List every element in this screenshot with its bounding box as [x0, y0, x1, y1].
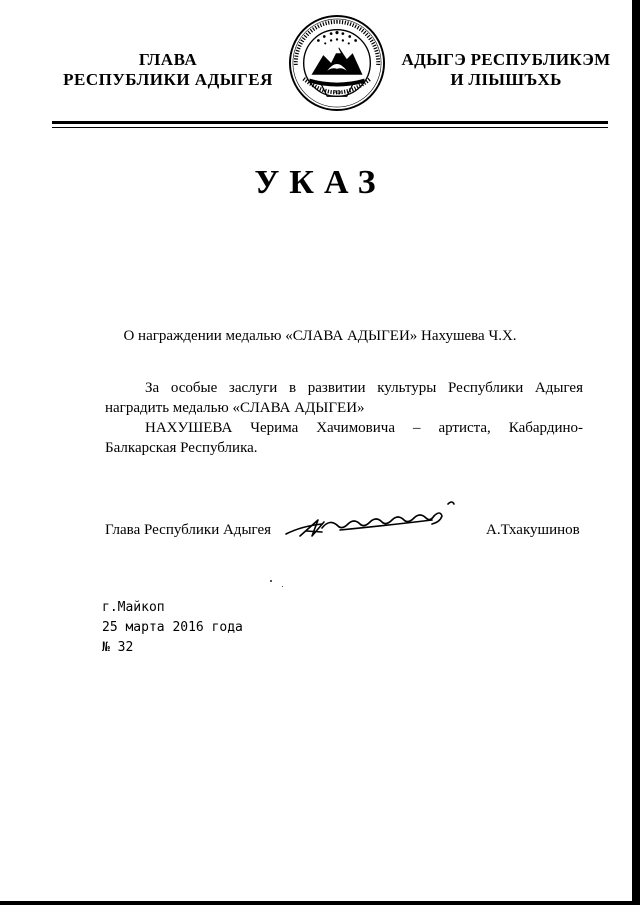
footer-date: 25 марта 2016 года: [102, 620, 243, 635]
header-right: [398, 50, 614, 90]
scan-edge-bottom: [0, 901, 640, 905]
header-right-line1: АДЫГЭ РЕСПУБЛИКЭМ: [401, 50, 611, 69]
header-left: [58, 50, 278, 90]
scan-speck: [270, 580, 272, 582]
header-right-line2: И ЛІЫШЪХЬ: [450, 70, 562, 89]
header-rule-thick: [52, 121, 608, 124]
document-body: [105, 378, 583, 458]
header-left-line1: ГЛАВА: [138, 50, 198, 69]
scan-speck: [282, 586, 283, 587]
scan-edge-right: [632, 0, 640, 905]
signer-name: А.Тхакушинов: [486, 522, 580, 538]
footer-city: г.Майкоп: [102, 600, 165, 615]
body-line-3: НАХУШЕВА Черима Хачимовича – артиста, Кабардино-: [145, 420, 583, 436]
document-subject: О награждении медалью «СЛАВА АДЫГЕИ» Нахушева Ч.Х.: [123, 328, 517, 344]
handwritten-signature-icon: [282, 496, 457, 546]
footer-number: № 32: [102, 640, 134, 655]
body-line-2: наградить медалью «СЛАВА АДЫГЕИ»: [105, 400, 365, 416]
svg-text:РФ: РФ: [332, 90, 342, 97]
document-footer: [102, 598, 243, 658]
header-rule-thin: [52, 127, 608, 128]
document-title: УКАЗ: [254, 164, 386, 201]
header-left-line2: РЕСПУБЛИКИ АДЫГЕЯ: [63, 70, 273, 89]
body-line-1: За особые заслуги в развитии культуры Республики Адыгея: [145, 380, 583, 396]
signer-position: Глава Республики Адыгея: [105, 522, 272, 538]
body-line-4: Балкарская Республика.: [105, 440, 258, 456]
coat-of-arms-emblem-icon: [288, 14, 386, 112]
